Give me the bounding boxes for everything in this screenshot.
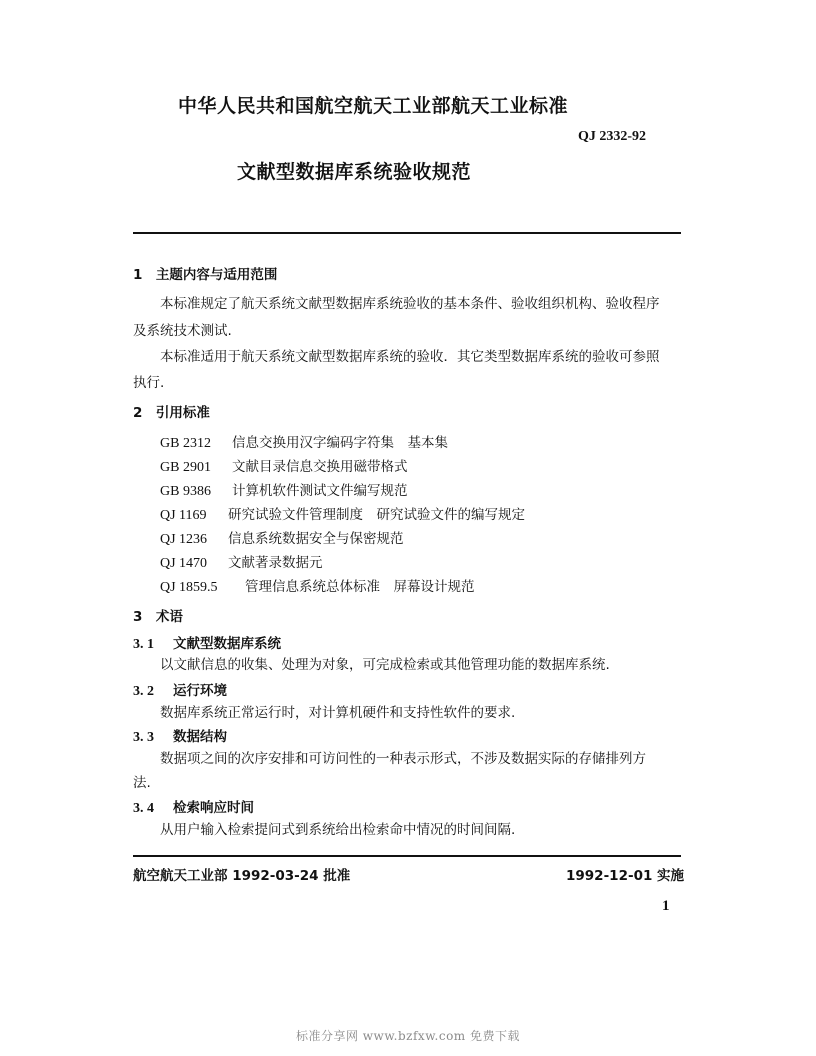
reference-code: QJ 1169 (160, 508, 207, 523)
reference-title: 计算机软件测试文件编写规范 (232, 483, 408, 499)
reference-code: QJ 1859.5 (160, 580, 218, 595)
reference-title: 文献目录信息交换用磁带格式 (232, 459, 408, 475)
term-definition: 从用户输入检索提问式到系统给出检索命中情况的时间间隔. (160, 822, 516, 838)
reference-item (160, 503, 525, 524)
section1-para2-line2: 执行. (133, 375, 165, 391)
approval-date: 航空航天工业部 1992-03-24 批准 (133, 868, 351, 884)
standard-number: QJ 2332-92 (578, 129, 647, 144)
section2-heading: 2 引用标准 (133, 405, 210, 421)
reference-item (160, 431, 448, 452)
reference-item (160, 527, 404, 548)
section1-para1-line2: 及系统技术测试. (133, 323, 232, 339)
reference-code: QJ 1470 (160, 556, 208, 571)
reference-item (160, 479, 408, 500)
document-title: 文献型数据库系统验收规范 (237, 161, 472, 183)
term-heading (133, 725, 227, 746)
term-number: 3. 3 (133, 730, 154, 745)
term-definition: 数据库系统正常运行时，对计算机硬件和支持性软件的要求. (160, 705, 516, 721)
term-definition-continued: 法. (133, 775, 151, 791)
reference-code: GB 2901 (160, 460, 211, 475)
term-definition: 数据项之间的次序安排和可访问性的一种表示形式，不涉及数据实际的存储排列方 (160, 751, 646, 767)
effective-date: 1992-12-01 实施 (566, 868, 685, 884)
term-heading (133, 679, 227, 700)
reference-title: 信息系统数据安全与保密规范 (228, 531, 404, 547)
term-number: 3. 1 (133, 637, 154, 652)
reference-item (160, 575, 475, 596)
section3-heading: 3 术语 (133, 609, 183, 625)
reference-code: QJ 1236 (160, 532, 208, 547)
footer-divider (133, 855, 681, 857)
reference-code: GB 9386 (160, 484, 211, 499)
page-number: 1 (662, 898, 670, 914)
issuer-title: 中华人民共和国航空航天工业部航天工业标准 (178, 95, 569, 117)
term-heading (133, 632, 281, 653)
header-divider (133, 232, 681, 234)
term-name: 运行环境 (173, 683, 227, 699)
section1-heading: 1 主题内容与适用范围 (133, 267, 278, 283)
watermark-text: 标准分享网 www.bzfxw.com 免费下载 (295, 1029, 521, 1043)
section1-para2-line1: 本标准适用于航天系统文献型数据库系统的验收．其它类型数据库系统的验收可参照 (160, 349, 660, 365)
term-number: 3. 2 (133, 684, 154, 699)
term-name: 检索响应时间 (173, 800, 254, 816)
reference-title: 信息交换用汉字编码字符集 基本集 (232, 435, 448, 451)
reference-title: 文献著录数据元 (228, 555, 323, 571)
term-definition: 以文献信息的收集、处理为对象，可完成检索或其他管理功能的数据库系统. (160, 657, 610, 673)
reference-code: GB 2312 (160, 436, 211, 451)
term-number: 3. 4 (133, 801, 154, 816)
term-name: 文献型数据库系统 (173, 636, 281, 652)
reference-title: 管理信息系统总体标准 屏幕设计规范 (245, 579, 475, 595)
reference-item (160, 455, 408, 476)
reference-item (160, 551, 323, 572)
section1-para1-line1: 本标准规定了航天系统文献型数据库系统验收的基本条件、验收组织机构、验收程序 (160, 296, 660, 312)
reference-title: 研究试验文件管理制度 研究试验文件的编写规定 (228, 507, 525, 523)
term-heading (133, 796, 254, 817)
term-name: 数据结构 (173, 729, 227, 745)
